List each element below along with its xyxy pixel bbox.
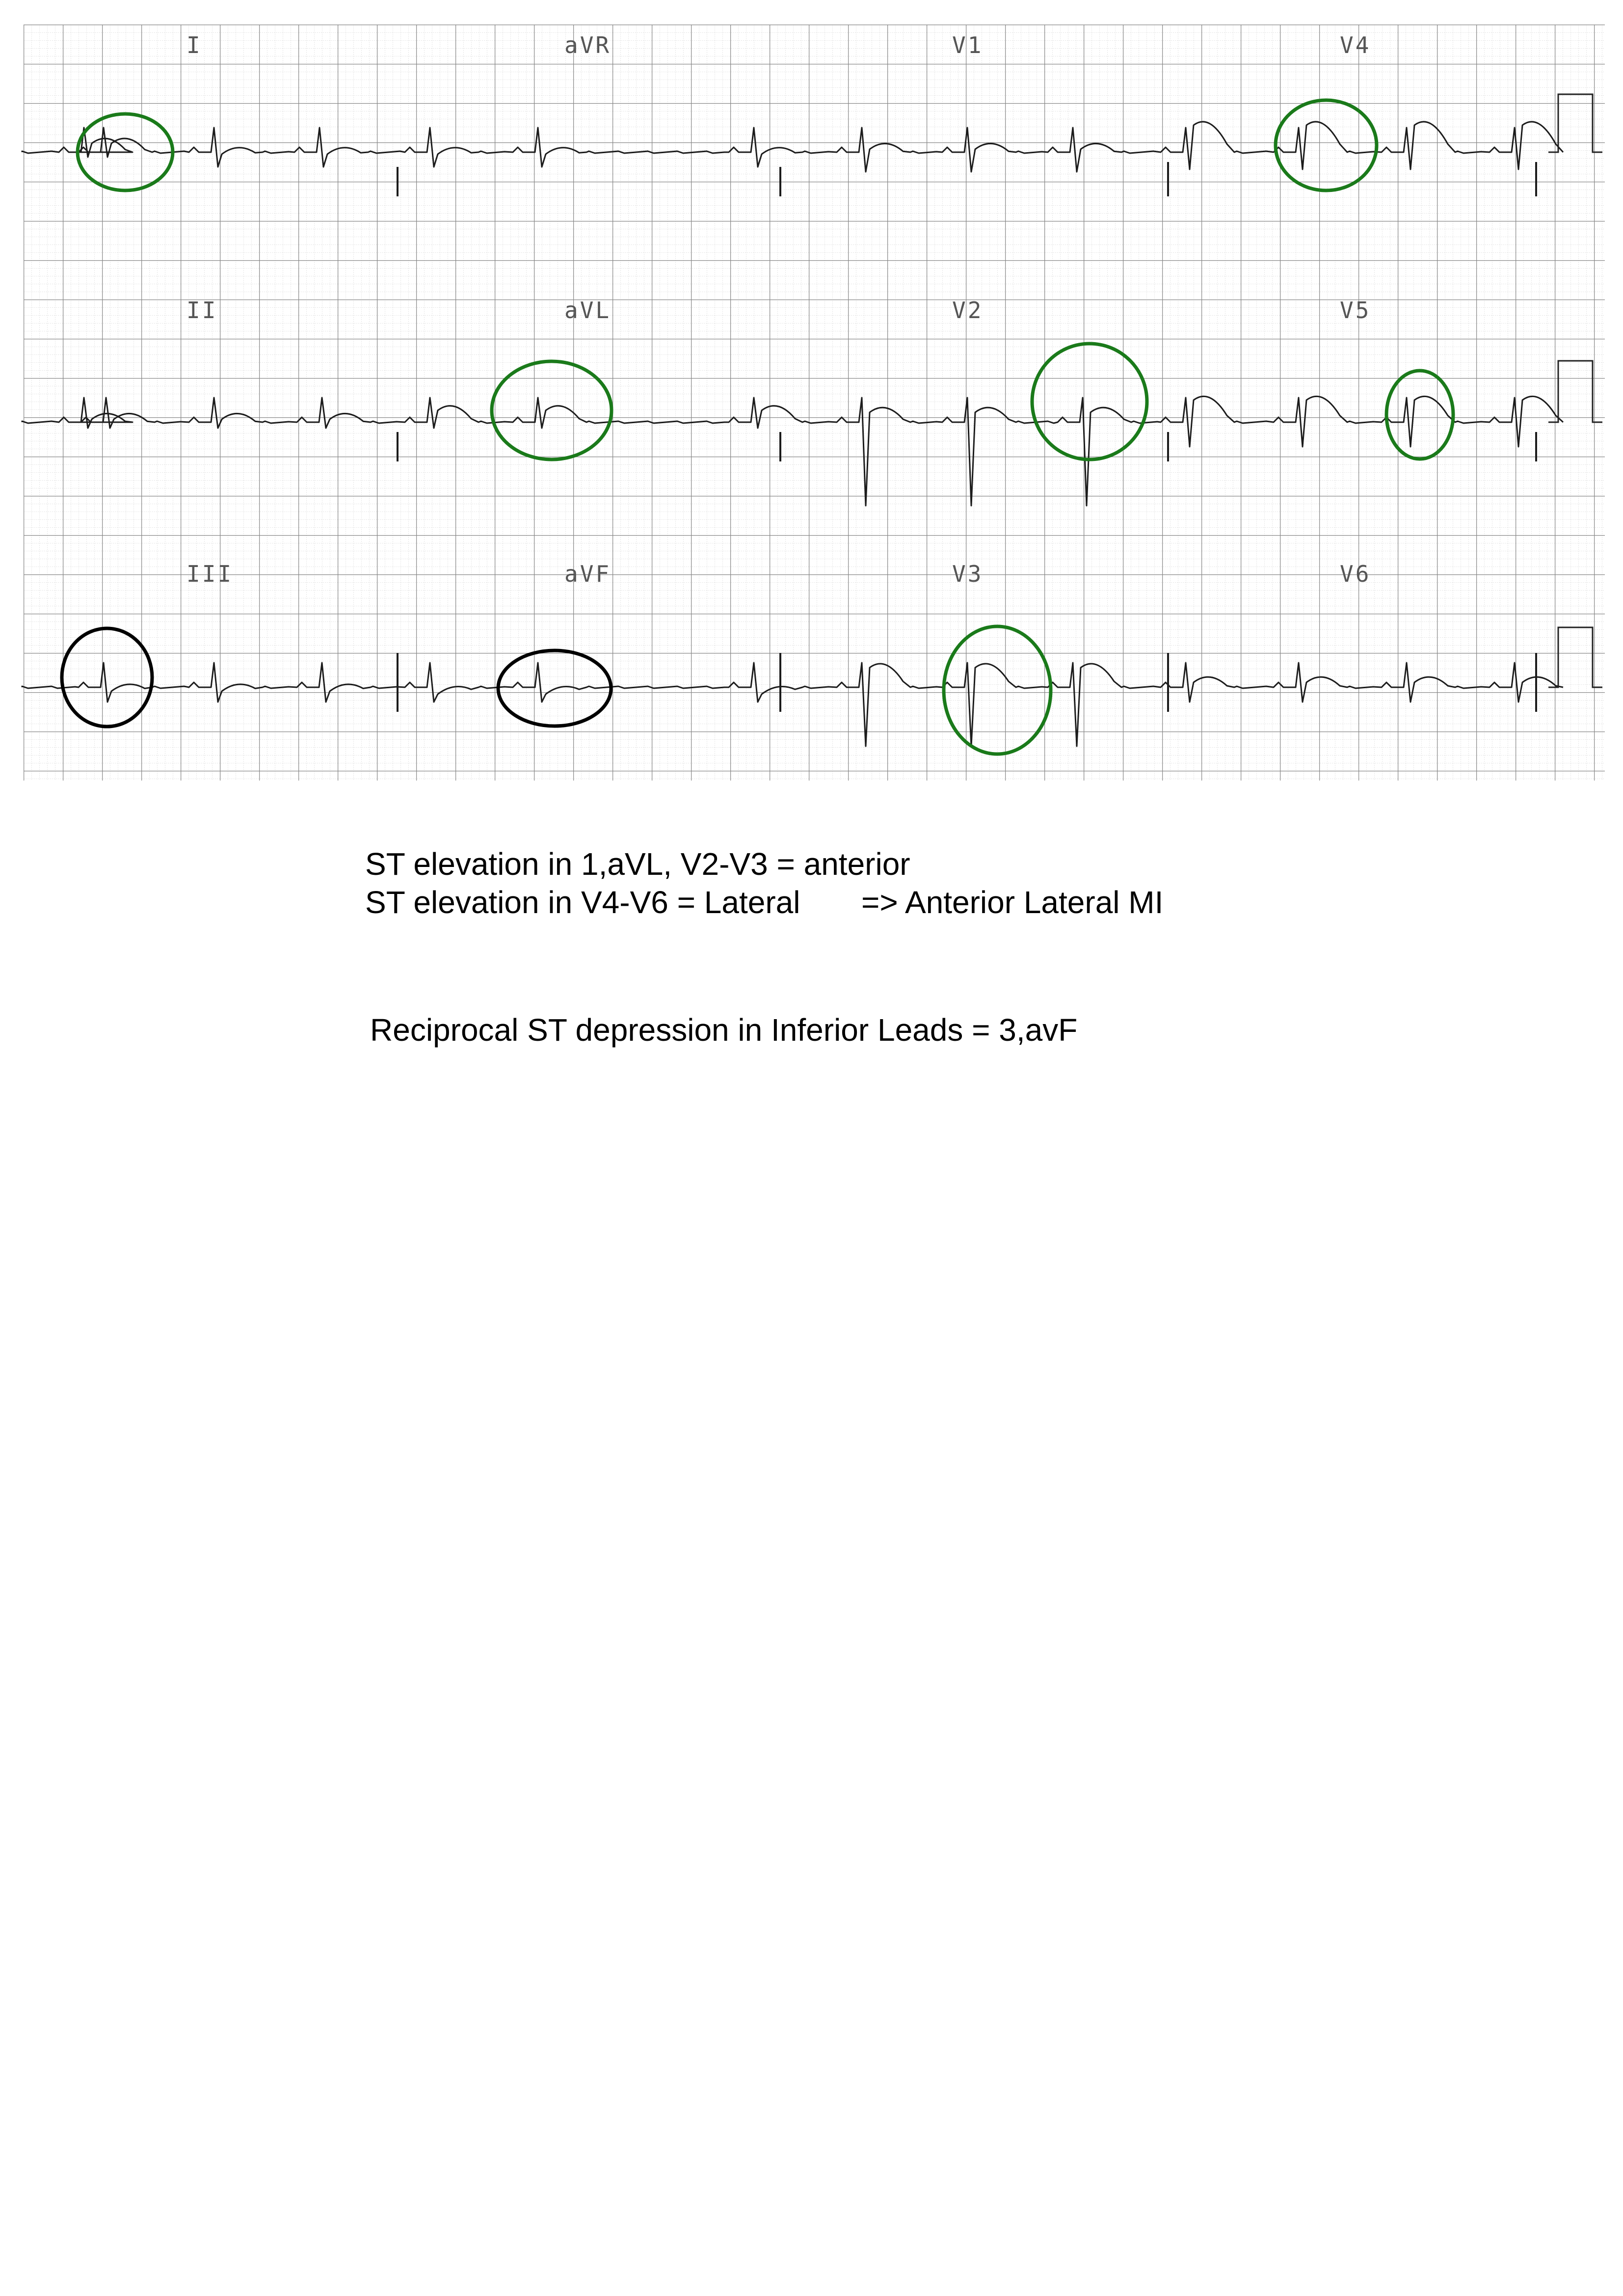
st-elevation-lateral-note: ST elevation in V4-V6 = Lateral => Anterior Lateral MI (365, 885, 1164, 920)
lead-label-aVR: aVR (564, 32, 612, 58)
reciprocal-depression-note: Reciprocal ST depression in Inferior Leads = 3,avF (370, 1012, 1078, 1048)
lead-label-V5: V5 (1340, 297, 1371, 324)
lead-label-V4: V4 (1340, 32, 1371, 58)
ecg-grid (24, 25, 1605, 781)
lead-label-III: III (186, 561, 234, 587)
lead-label-V3: V3 (952, 561, 984, 587)
ecg-strip (0, 0, 1623, 795)
lead-label-I: I (186, 32, 202, 58)
st-elevation-anterior-note: ST elevation in 1,aVL, V2-V3 = anterior (365, 846, 910, 882)
lead-label-aVF: aVF (564, 561, 612, 587)
lead-label-aVL: aVL (564, 297, 612, 324)
lead-label-V6: V6 (1340, 561, 1371, 587)
lead-label-II: II (186, 297, 218, 324)
lead-label-V2: V2 (952, 297, 984, 324)
lead-label-V1: V1 (952, 32, 984, 58)
